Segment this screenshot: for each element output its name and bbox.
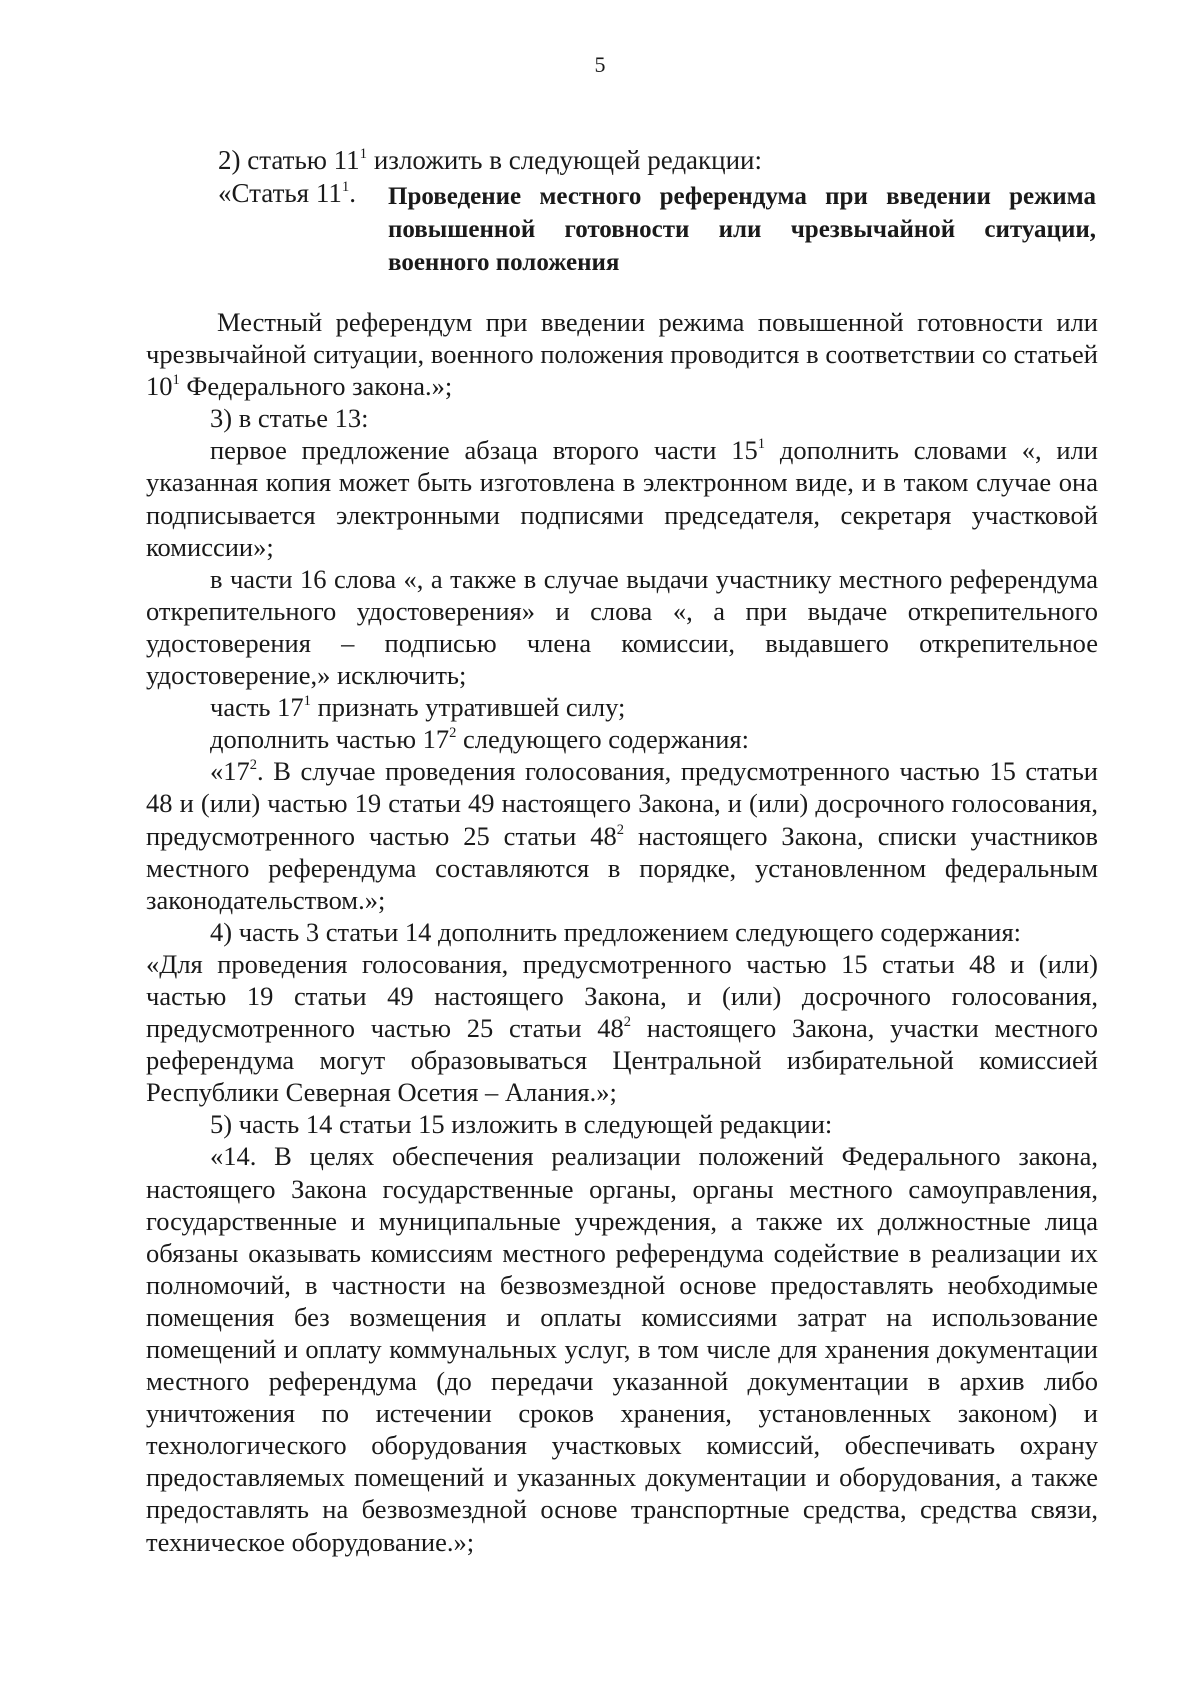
item-3-paragraph-1: первое предложение абзаца второго части $15^1$ дополнить словами «, или указанная копия может быть изготовлена в электронном виде, и в таком случае она подписывается электронными подписями председателя, секретаря участковой комиссии»; [146,435,1098,562]
item-5-intro: 5) часть 14 статьи 15 изложить в следующей редакции: [210,1109,833,1140]
item-3-intro: 3) в статье 13: [210,403,369,434]
article-label: «Статья $11^1$. [218,178,357,208]
item-4-quote: «Для проведения голосования, предусмотренного частью 15 статьи 48 и (или) частью 19 статьи 49 настоящего Закона, и (или) досрочного голосования, предусмотренного частью 25 статьи $48^2$ настоящего Закона, участки местного референдума могут образовываться Центральной избирательной комиссией Республики Северная Осетия – Алания.»; [146,948,1098,1108]
article-title: Проведение местного референдума при введении режима повышенной готовности или чрезвычайной ситуации, военного положения [388,183,1096,276]
item-3-paragraph-4: дополнить частью $17^2$ следующего содержания: [210,724,749,755]
article-body-paragraph: Местный референдум при введении режима повышенной готовности или чрезвычайной ситуации, военного положения проводится в соответствии со статьей $10^1$ Федерального закона.»; [146,307,1098,402]
document-body [146,306,1098,1558]
item-4-text: 4) часть 3 статьи 14 дополнить предложением следующего содержания: [210,916,1022,947]
item-3-paragraph-2: в части 16 слова «, а также в случае выдачи участнику местного референдума открепительного удостоверения» и слова «, а при выдаче открепительного удостоверения – подписью члена комиссии, выдавшего открепительное удостоверение,» исключить; [146,563,1098,691]
item-5-quote: «14. В целях обеспечения реализации положений Федерального закона, настоящего Закона государственные органы, органы местного самоуправления, государственные и муниципальные учреждения, а также их должностные лица обязаны оказывать комиссиям местного референдума содействие в реализации их полномочий, в частности на безвозмездной основе предоставлять необходимые помещения без возмещения и оплаты комиссиями затрат на использование помещений и оплату коммунальных услуг, в том числе для хранения документации местного референдума (до передачи указанной документации в архив либо уничтожения по истечении сроков хранения, установленных законом) и технологического оборудования участковых комиссий, обеспечивать охрану предоставляемых помещений и указанных документации и оборудования, а также предоставлять на безвозмездной основе транспортные средства, средства связи, техническое оборудование.»; [146,1141,1098,1557]
item-3-paragraph-3: часть $17^1$ признать утратившей силу; [210,692,626,723]
item-3-paragraph-5: «$17^2$. В случае проведения голосования, предусмотренного частью 15 статьи 48 и (или) частью 19 статьи 49 настоящего Закона, и (или) досрочного голосования, предусмотренного частью 25 статьи $48^2$ настоящего Закона, списки участников местного референдума составляются в порядке, установленном федеральным законодательством.»; [146,756,1099,915]
article-heading [218,178,1098,283]
item-2-intro: 2) статью $11^1$ изложить в следующей редакции: [218,145,763,175]
page-number: 5 [594,52,606,77]
